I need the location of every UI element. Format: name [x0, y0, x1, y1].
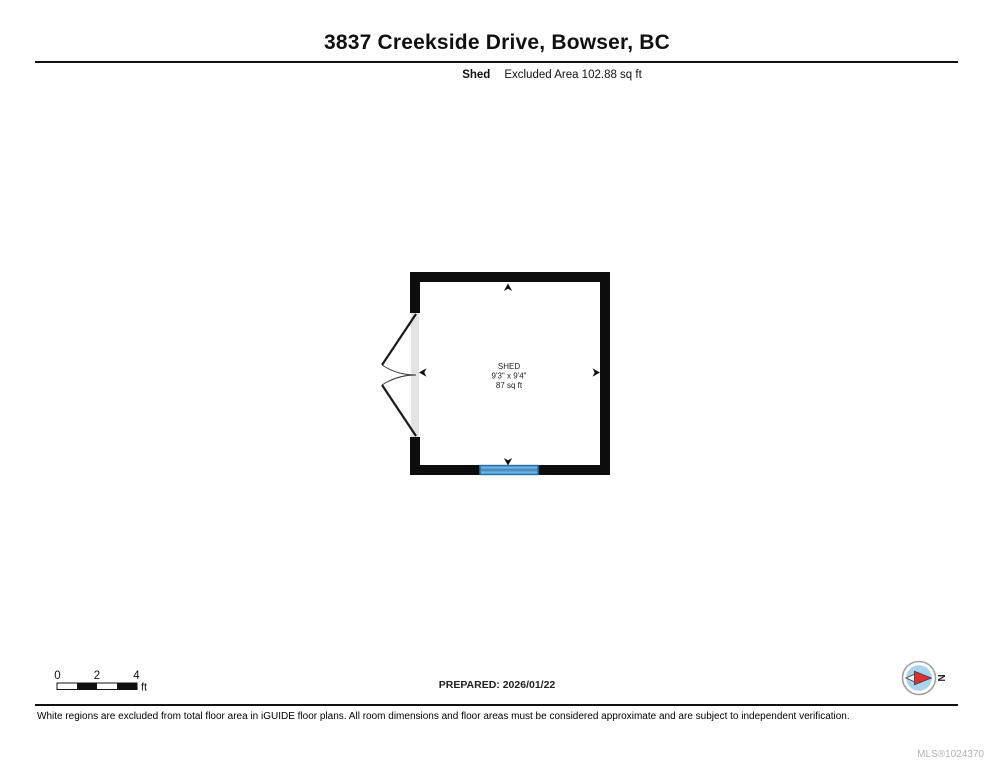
direction-arrow-right-icon — [593, 368, 601, 376]
room-label-group — [492, 362, 527, 390]
floor-label: Shed — [462, 69, 491, 81]
footer-divider — [35, 704, 958, 706]
compass-icon — [897, 656, 953, 700]
door-swing-arc-bottom — [382, 375, 416, 385]
door-leaf-top — [382, 314, 416, 365]
room-dimensions: 9'3" x 9'4" — [491, 371, 527, 381]
window-glass — [480, 466, 538, 475]
compass-north-label: N — [935, 674, 946, 682]
page-title: 3837 Creekside Drive, Bowser, BC — [323, 31, 671, 54]
wall-north — [410, 272, 610, 282]
door-swing-arc-top — [382, 365, 416, 375]
direction-arrow-up-icon — [504, 284, 512, 292]
mls-number: MLS®1024370 — [917, 749, 984, 760]
room-area: 87 sq ft — [495, 381, 523, 390]
window — [480, 466, 538, 475]
wall-west-upper — [410, 272, 420, 313]
double-door — [382, 313, 419, 437]
disclaimer-text: White regions are excluded from total floor area in iGUIDE floor plans. All room dimensions and floor areas must be considered approximate and are subject to independent verification. — [37, 711, 850, 722]
floorplan-drawing — [375, 265, 620, 480]
scale-tick-2: 2 — [93, 670, 101, 682]
floor-subtitle — [462, 69, 642, 81]
scale-tick-4: 4 — [133, 670, 140, 682]
wall-east — [600, 272, 610, 475]
prepared-date: PREPARED: 2026/01/22 — [438, 679, 556, 691]
wall-west-lower — [410, 437, 420, 475]
room-name: SHED — [497, 362, 521, 371]
scale-unit-label: ft — [141, 681, 148, 694]
scale-tick-0: 0 — [54, 670, 61, 682]
direction-arrow-left-icon — [419, 368, 427, 376]
excluded-area-label: Excluded Area 102.88 sq ft — [504, 69, 642, 81]
door-leaf-bottom — [382, 385, 416, 436]
title-divider — [35, 61, 958, 63]
direction-arrow-down-icon — [504, 458, 512, 466]
